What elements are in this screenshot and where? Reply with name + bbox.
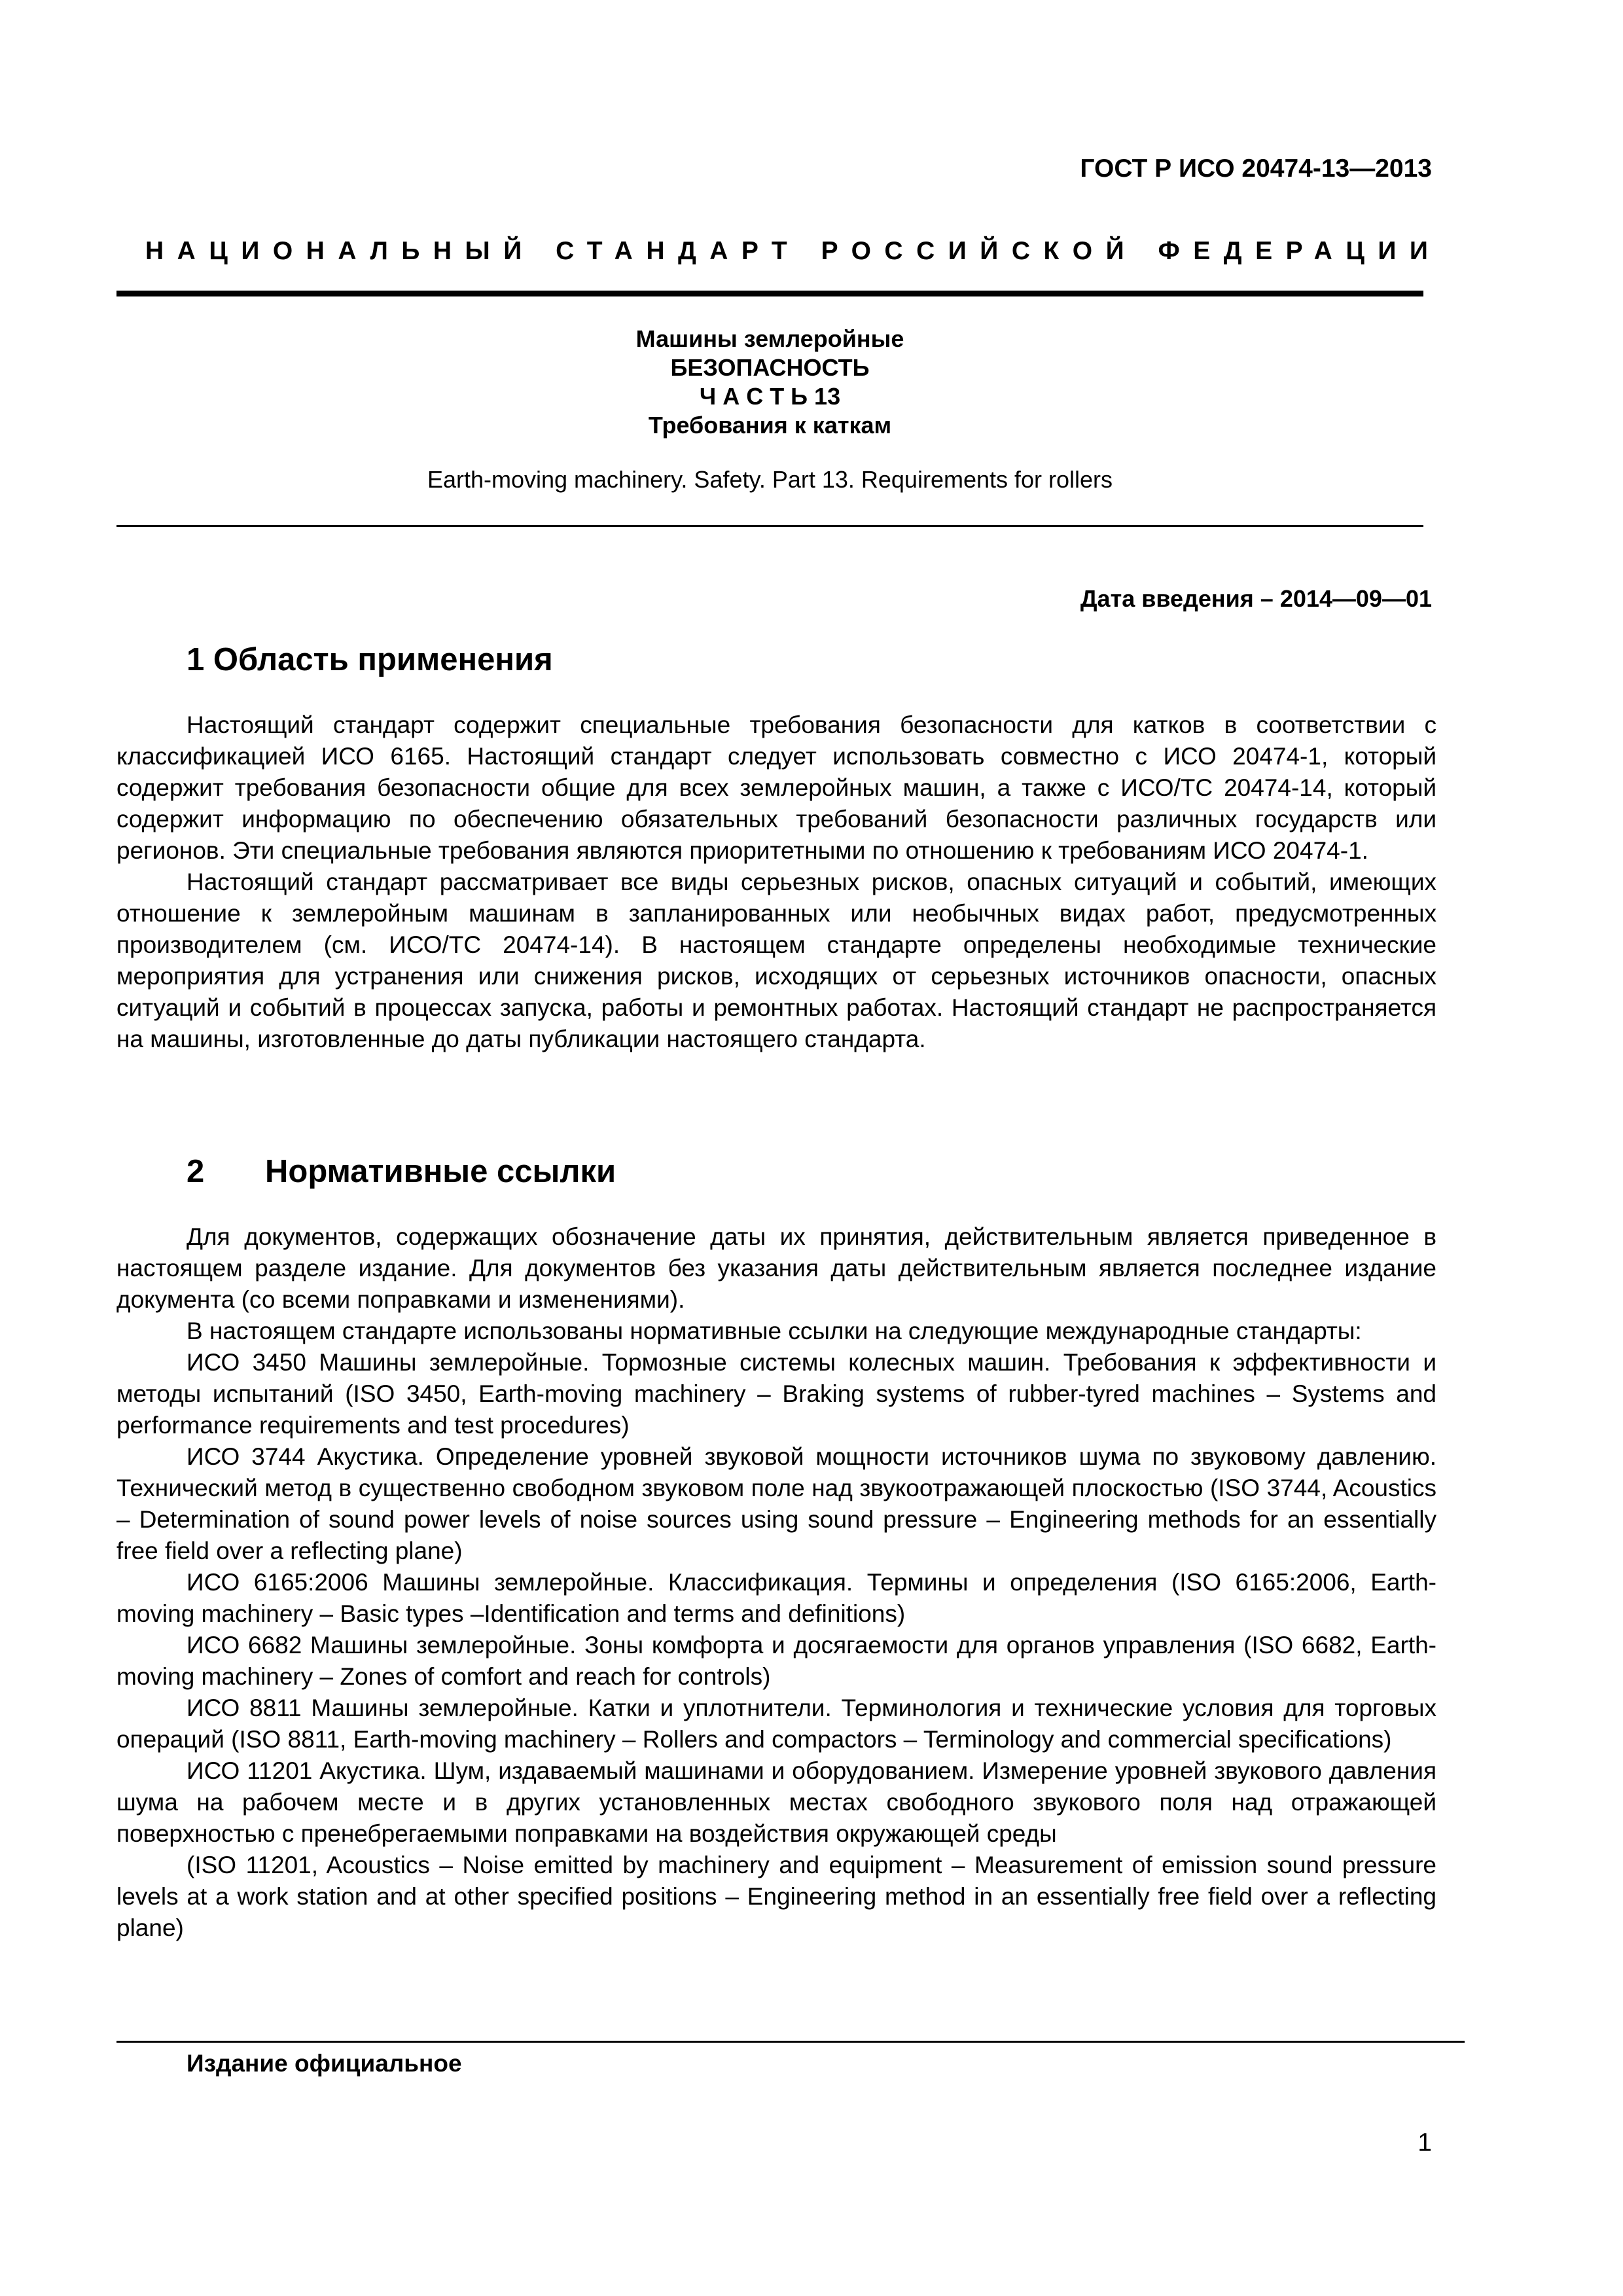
reference-iso-3744: ИСО 3744 Акустика. Определение уровней звуковой мощности источников шума по звуковому давлению. Технический метод в существенно свободном звуковом поле над звукоотражающей плоскостью (ISO 3744, Acoustics – Determination of sound power levels of noise sources using sound pressure – Engineering methods for an essentially free field over a reflecting plane) [116, 1443, 1436, 1564]
document-title-block [116, 325, 1423, 440]
reference-iso-11201: ИСО 11201 Акустика. Шум, издаваемый машинами и оборудованием. Измерение уровней звукового давления шума на рабочем месте и в других установленных местах свободного звукового поля над отражающей поверхностью с пренебрегаемыми поправками на воздействия окружающей среды [116, 1757, 1436, 1847]
section-1-body [116, 709, 1436, 1055]
header-rule-thick [116, 291, 1423, 296]
english-title: Earth-moving machinery. Safety. Part 13. Requirements for rollers [427, 466, 1113, 493]
section-2-paragraph: Для документов, содержащих обозначение даты их принятия, действительным является приведенное в настоящем разделе издание. Для документов без указания даты действительным является последнее издание документа (со всеми поправками и изменениями). [116, 1223, 1436, 1313]
intro-date: Дата введения – 2014—09—01 [1080, 585, 1432, 612]
edition-label: Издание официальное [187, 2050, 462, 2077]
section-2-title: Нормативные ссылки [265, 1154, 616, 1189]
title-line-3: Ч А С Т Ь 13 [699, 383, 841, 410]
section-2-number: 2 [187, 1154, 205, 1189]
reference-iso-8811: ИСО 8811 Машины землеройные. Катки и уплотнители. Терминология и технические условия для торговых операций (ISO 8811, Earth-moving machinery – Rollers and compactors – Terminology and commercial specifications) [116, 1695, 1436, 1753]
title-rule-thin [116, 525, 1423, 527]
reference-iso-6682: ИСО 6682 Машины землеройные. Зоны комфорта и досягаемости для органов управления (ISO 6682, Earth-moving machinery – Zones of comfort and reach for controls) [116, 1632, 1436, 1690]
footer-rule [116, 2041, 1465, 2043]
section-1-paragraph: Настоящий стандарт содержит специальные требования безопасности для катков в соответствии с классификацией ИСО 6165. Настоящий стандарт следует использовать совместно с ИСО 20474-1, который содержит требования безопасности общие для всех землеройных машин, а также с ИСО/ТС 20474-14, который содержит информацию по обеспечению обязательных требований безопасности различных государств или регионов. Эти специальные требования являются приоритетными по отношению к требованиям ИСО 20474-1. [116, 711, 1436, 864]
section-2-heading [187, 1153, 616, 1190]
gost-code: ГОСТ Р ИСО 20474-13—2013 [1080, 154, 1432, 183]
title-line-2: БЕЗОПАСНОСТЬ [670, 354, 870, 381]
reference-iso-6165: ИСО 6165:2006 Машины землеройные. Классификация. Термины и определения (ISO 6165:2006, Earth-moving machinery – Basic types –Identification and terms and definitions) [116, 1569, 1436, 1627]
page-number: 1 [1418, 2128, 1432, 2157]
title-line-4: Требования к каткам [648, 412, 892, 439]
national-standard-title: НАЦИОНАЛЬНЫЙ СТАНДАРТ РОССИЙСКОЙ ФЕДЕРАЦИИ [145, 237, 1442, 265]
section-2-paragraph: В настоящем стандарте использованы нормативные ссылки на следующие международные стандарты: [187, 1318, 1362, 1344]
section-2-body [116, 1221, 1436, 1944]
section-1-heading: 1 Область применения [187, 642, 553, 677]
title-line-1: Машины землеройные [635, 325, 904, 352]
reference-iso-11201-english: (ISO 11201, Acoustics – Noise emitted by machinery and equipment – Measurement of emission sound pressure levels at a work station and at other specified positions – Engineering method in an essentially free field over a reflecting plane) [116, 1852, 1436, 1941]
section-1-paragraph: Настоящий стандарт рассматривает все виды серьезных рисков, опасных ситуаций и событий, имеющих отношение к землеройным машинам в запланированных или необычных видах работ, предусмотренных производителем (см. ИСО/ТС 20474-14). В настоящем стандарте определены необходимые технические мероприятия для устранения или снижения рисков, исходящих от серьезных источников опасности, опасных ситуаций и событий в процессах запуска, работы и ремонтных работах. Настоящий стандарт не распространяется на машины, изготовленные до даты публикации настоящего стандарта. [116, 869, 1436, 1052]
reference-iso-3450: ИСО 3450 Машины землеройные. Тормозные системы колесных машин. Требования к эффективности и методы испытаний (ISO 3450, Earth-moving machinery – Braking systems of rubber-tyred machines – Systems and performance requirements and test procedures) [116, 1349, 1436, 1439]
